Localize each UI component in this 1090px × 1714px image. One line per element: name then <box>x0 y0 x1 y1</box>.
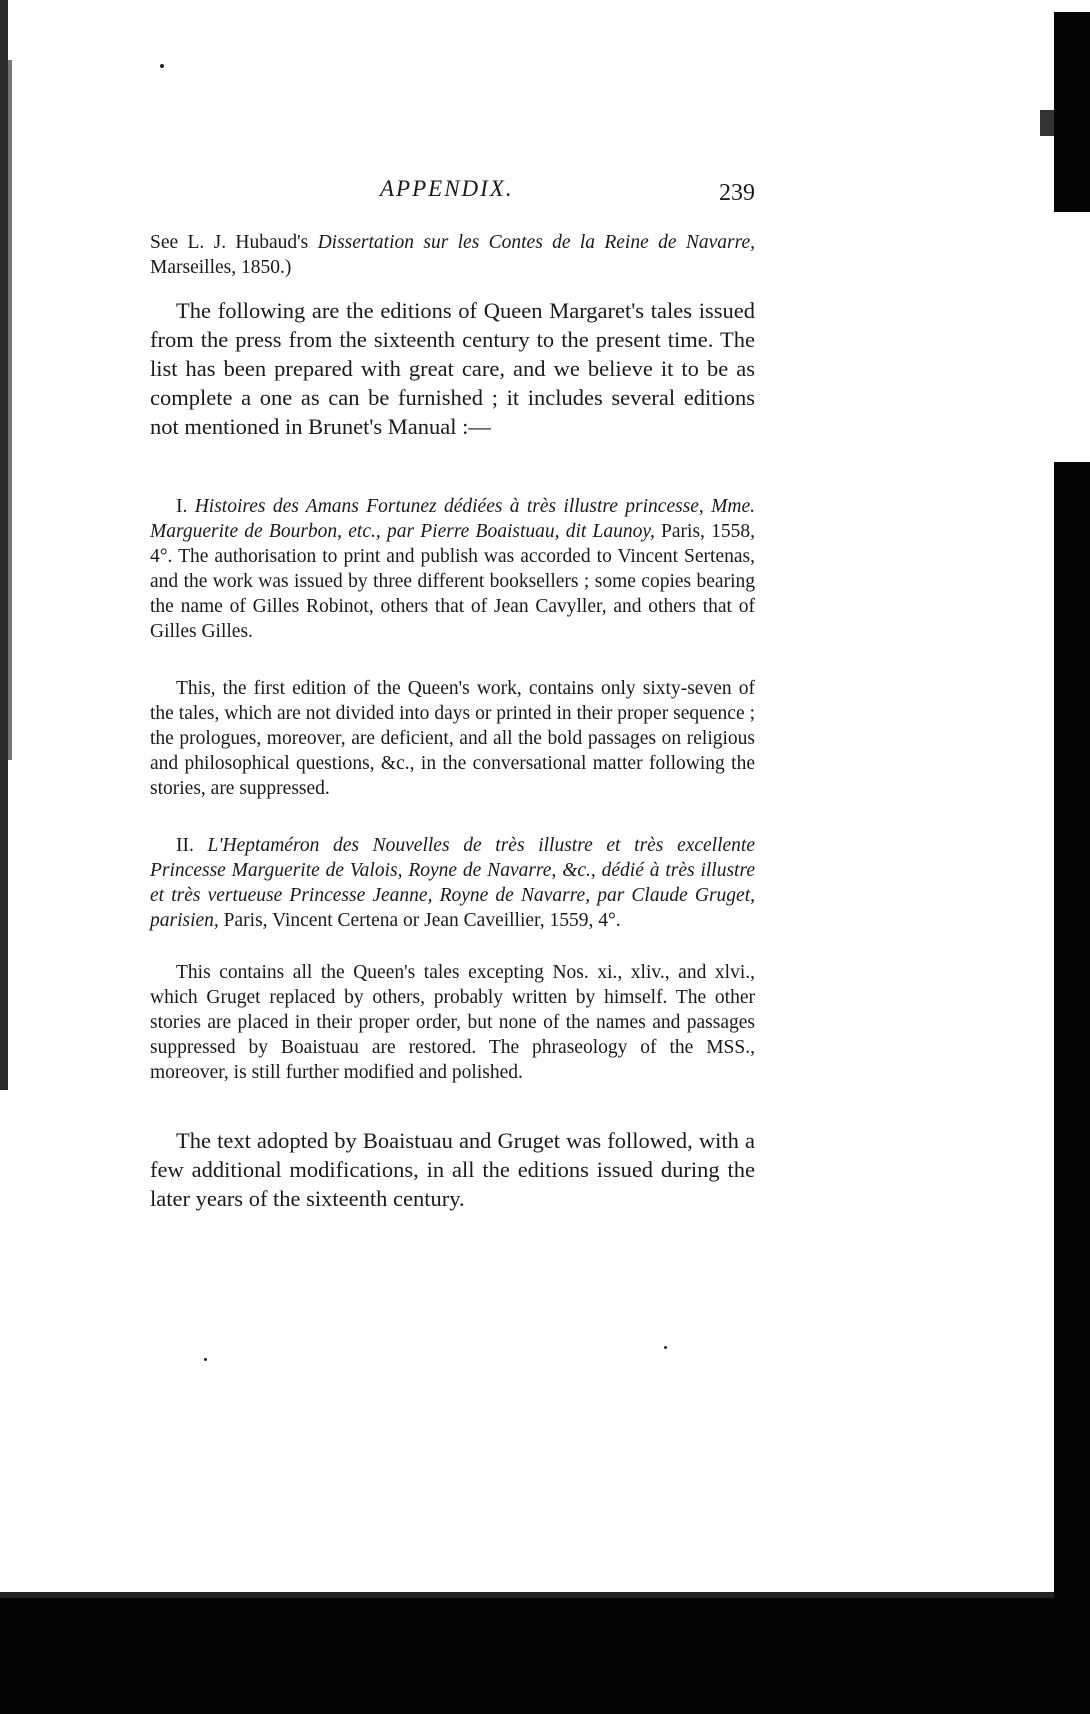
running-header <box>150 172 755 212</box>
scan-speck <box>204 1358 207 1361</box>
scan-right-edge <box>1054 462 1090 1714</box>
running-title: APPENDIX. <box>380 176 514 201</box>
scan-speck <box>664 1346 667 1349</box>
entry-numeral: II. <box>176 835 194 856</box>
entry-details: Paris, Vincent Certena or Jean Caveillier, 1559, 4°. <box>218 910 621 931</box>
page-number: 239 <box>719 180 755 206</box>
entry-title: Histoires des Amans Fortunez dédiées à très illustre princesse, Mme. Marguerite de Bourbon, etc., par Pierre Boaistuau, dit Launoy, <box>150 496 755 542</box>
entry-details: Paris, 1558, 4°. The authorisation to print and publish was accorded to Vincent Sertenas, and the work was issued by three different booksellers ; some copies bearing the name of Gilles Robinot, others that of Jean Cavyller, and others that of Gilles Gilles. <box>150 521 755 642</box>
scan-right-edge-top <box>1054 12 1090 212</box>
continuation-suffix: Marseilles, 1850.) <box>150 257 292 278</box>
scan-speck <box>160 64 164 68</box>
intro-paragraph: The following are the editions of Queen Margaret's tales issued from the press from the sixteenth century to the present time. The list has been prepared with great care, and we believe it to be as complete a one as can be furnished ; it includes several editions not mentioned in Brunet's Manual :— <box>150 298 755 439</box>
entry-title: L'Heptaméron des Nouvelles de très illustre et très excellente Princesse Marguerite de Valois, Royne de Navarre, &c., dédié à très illustre et très vertueuse Princesse Jeanne, Royne de Navarre, par Claude Gruget, parisien, <box>150 835 755 931</box>
scan-bottom-edge <box>0 1598 1090 1714</box>
entry-numeral: I. <box>176 496 188 517</box>
continuation-title: Dissertation sur les Contes de la Reine de Navarre, <box>317 232 755 253</box>
continuation-paragraph <box>150 230 755 280</box>
scan-left-edge <box>0 0 8 1090</box>
edition-entry <box>150 833 755 933</box>
edition-entry <box>150 494 755 644</box>
edition-note: This, the first edition of the Queen's work, contains only sixty-seven of the tales, which are not divided into days or printed in their proper sequence ; the prologues, moreover, are deficient, and all the bold passages on religious and philosophical questions, &c., in the conversational matter following the stories, are suppressed. <box>150 678 755 799</box>
closing-paragraph: The text adopted by Boaistuau and Gruget was followed, with a few additional modifications, in all the editions issued during the later years of the sixteenth century. <box>150 1128 755 1211</box>
edition-note: This contains all the Queen's tales excepting Nos. xi., xliv., and xlvi., which Gruget replaced by others, probably written by himself. The other stories are placed in their proper order, but none of the names and passages suppressed by Boaistuau are restored. The phraseology of the MSS., moreover, is still further modified and polished. <box>150 962 755 1083</box>
scan-left-shadow <box>8 60 12 760</box>
scan-right-fragment <box>1040 110 1054 136</box>
continuation-prefix: See L. J. Hubaud's <box>150 232 318 253</box>
